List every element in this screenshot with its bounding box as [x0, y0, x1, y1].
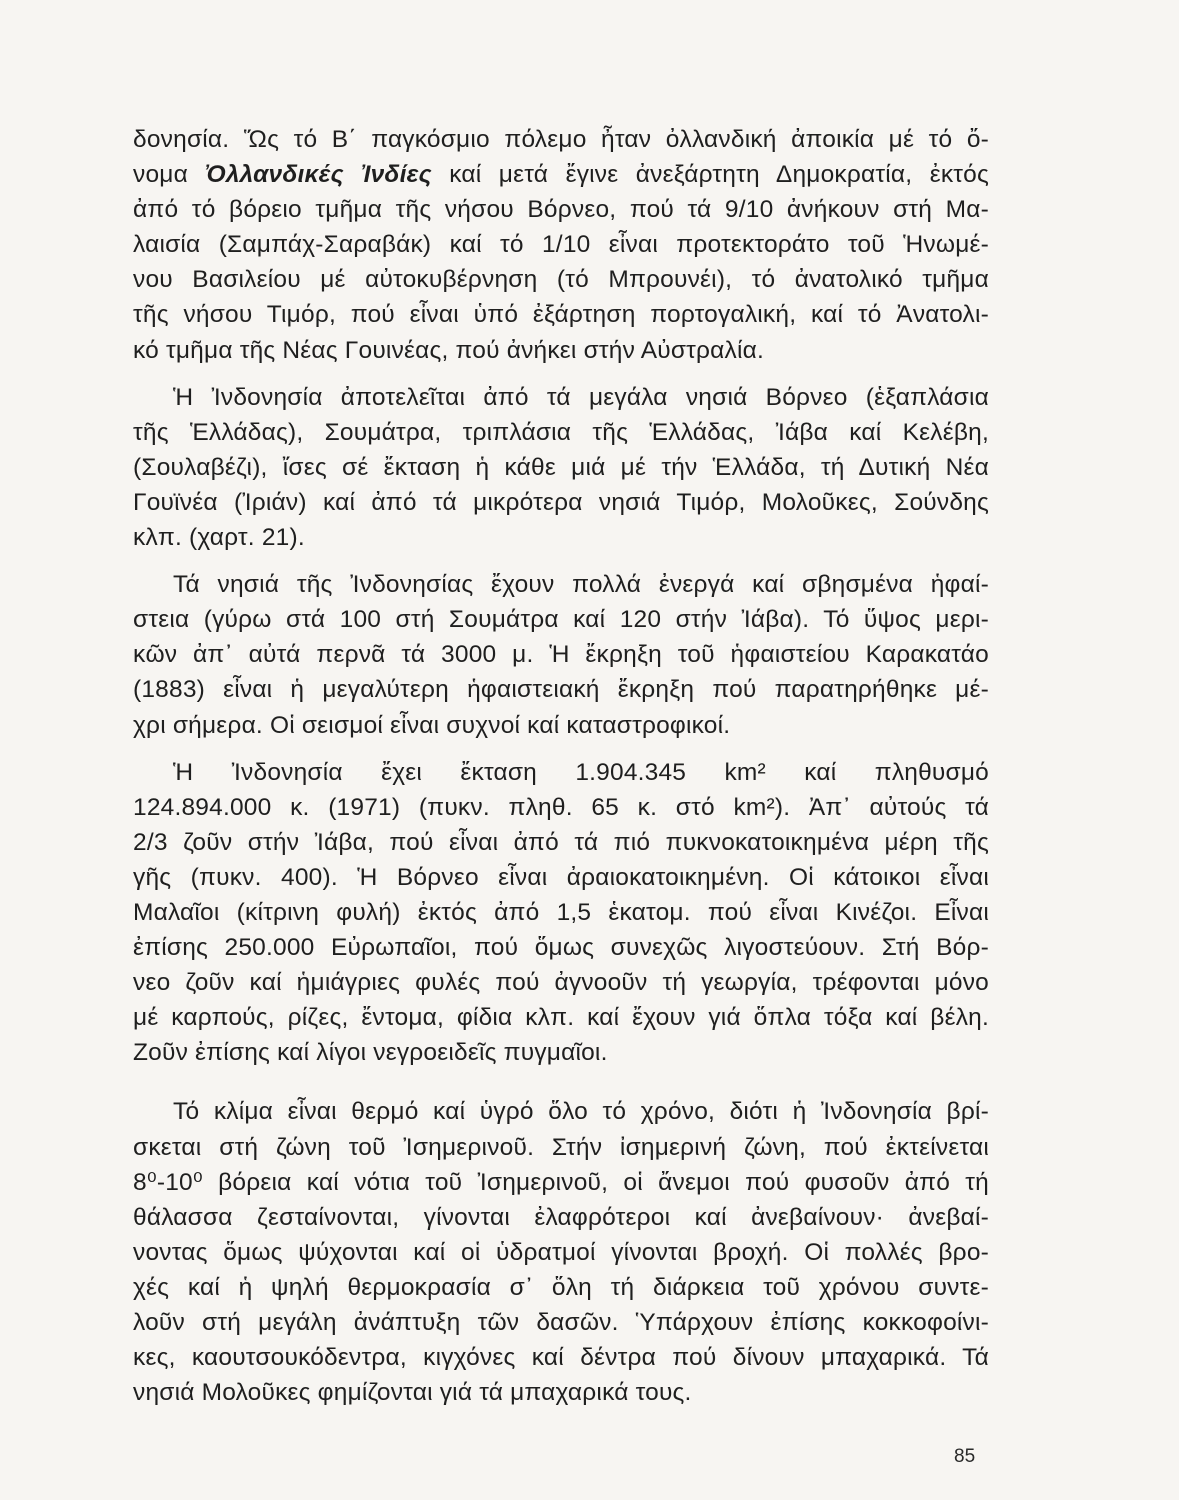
text-line: χές καί ἡ ψηλή θερμοκρασία σ᾿ ὅλη τή διάρκεια τοῦ χρόνου συντε- — [133, 1273, 989, 1301]
text-line: Ζοῦν ἐπίσης καί λίγοι νεγροειδεῖς πυγμαῖοι. — [133, 1039, 608, 1067]
paragraph-gap — [133, 1070, 989, 1094]
text-line: 8⁰-10⁰ βόρεια καί νότια τοῦ Ἰσημερινοῦ, οἱ ἄνεμοι πού φυσοῦν ἀπό τή — [133, 1168, 989, 1196]
text-line: (Σουλαβέζι), ἴσες σέ ἔκταση ἡ κάθε μιά μέ τήν Ἑλλάδα, τή Δυτική Νέα — [133, 453, 989, 481]
paragraph — [133, 755, 989, 1071]
text-line: νησιά Μολοῦκες φημίζονται γιά τά μπαχαρικά τους. — [133, 1379, 692, 1407]
emphasized-term: Ὀλλανδικές Ἰνδίες — [205, 161, 432, 189]
text-line: σκεται στή ζώνη τοῦ Ἰσημερινοῦ. Στήν ἰσημερινή ζώνη, πού ἐκτείνεται — [133, 1133, 989, 1161]
text-line: κες, καουτσουκόδεντρα, κιγχόνες καί δέντρα πού δίνουν μπαχαρικά. Τά — [133, 1344, 989, 1372]
text-line: ἀπό τό βόρειο τμῆμα τῆς νήσου Βόρνεο, πού τά 9/10 ἀνήκουν στή Μα- — [133, 196, 989, 224]
text-line: Μαλαῖοι (κίτρινη φυλή) ἐκτός ἀπό 1,5 ἑκατομ. πού εἶναι Κινέζοι. Εἶναι — [133, 898, 989, 926]
text-line: (1883) εἶναι ἡ μεγαλύτερη ἡφαιστειακή ἔκρηξη πού παρατηρήθηκε μέ- — [133, 676, 989, 704]
paragraph — [133, 567, 989, 742]
text-line: χρι σήμερα. Οἱ σεισμοί εἶναι συχνοί καί καταστροφικοί. — [133, 711, 731, 739]
text-line: κῶν ἀπ᾿ αὐτά περνᾶ τά 3000 μ. Ἡ ἔκρηξη τοῦ ἡφαιστείου Καρακατάο — [133, 641, 989, 669]
text-line: κό τμῆμα τῆς Νέας Γουινέας, πού ἀνήκει στήν Αὐστραλία. — [133, 336, 765, 364]
text-line: Τά νησιά τῆς Ἰνδονησίας ἔχουν πολλά ἐνεργά καί σβησμένα ἡφαί- — [173, 571, 989, 599]
body-text — [133, 122, 989, 1410]
text-line: γῆς (πυκν. 400). Ἡ Βόρνεο εἶναι ἀραιοκατοικημένη. Οἱ κάτοικοι εἶναι — [133, 863, 989, 891]
text-line: Γουϊνέα (Ἰριάν) καί ἀπό τά μικρότερα νησιά Τιμόρ, Μολοῦκες, Σούνδης — [133, 488, 989, 516]
text-line: θάλασσα ζεσταίνονται, γίνονται ἐλαφρότεροι καί ἀνεβαίνουν· ἀνεβαί- — [133, 1203, 989, 1231]
text-line: δονησία. Ὥς τό Β΄ παγκόσμιο πόλεμο ἦταν ὀλλανδική ἀποικία μέ τό ὄ- — [133, 126, 989, 153]
text-line: στεια (γύρω στά 100 στή Σουμάτρα καί 120 στήν Ἰάβα). Τό ὕψος μερι- — [133, 606, 989, 634]
paragraph-gap — [133, 743, 989, 755]
page-number: 85 — [954, 1446, 976, 1467]
text-fragment: νομα — [133, 161, 206, 189]
text-line: ἐπίσης 250.000 Εὐρωπαῖοι, πού ὅμως συνεχῶς λιγοστεύουν. Στή Βόρ- — [133, 934, 989, 962]
text-line: τῆς νήσου Τιμόρ, πού εἶναι ὑπό ἐξάρτηση πορτογαλική, καί τό Ἀνατολι- — [133, 301, 989, 329]
text-line: 2/3 ζοῦν στήν Ἰάβα, πού εἶναι ἀπό τά πιό πυκνοκατοικημένα μέρη τῆς — [133, 828, 989, 856]
paragraph — [133, 1094, 989, 1410]
text-line: κλπ. (χαρτ. 21). — [133, 524, 305, 552]
text-line: τῆς Ἑλλάδας), Σουμάτρα, τριπλάσια τῆς Ἑλλάδας, Ἰάβα καί Κελέβη, — [133, 418, 989, 446]
paragraph — [133, 380, 989, 555]
text-line: νοντας ὅμως ψύχονται καί οἱ ὑδρατμοί γίνονται βροχή. Οἱ πολλές βρο- — [133, 1238, 989, 1266]
text-fragment: καί μετά ἔγινε ἀνεξάρτητη Δημοκρατία, ἐκτός — [431, 161, 990, 189]
text-line: νου Βασιλείου μέ αὐτοκυβέρνηση (τό Μπρουνέι), τό ἀνατολικό τμῆμα — [133, 266, 989, 294]
text-line: λαισία (Σαμπάχ-Σαραβάκ) καί τό 1/10 εἶναι προτεκτοράτο τοῦ Ἡνωμέ- — [133, 231, 989, 259]
text-line: μέ καρπούς, ρίζες, ἔντομα, φίδια κλπ. καί ἔχουν γιά ὅπλα τόξα καί βέλη. — [133, 1004, 989, 1032]
text-line — [133, 157, 989, 192]
text-line: 124.894.000 κ. (1971) (πυκν. πληθ. 65 κ. στό km²). Ἀπ᾿ αὐτούς τά — [133, 793, 989, 821]
text-line: Ἡ Ἰνδονησία ἔχει ἔκταση 1.904.345 km² καί πληθυσμό — [173, 758, 989, 786]
text-line: νεο ζοῦν καί ἡμιάγριες φυλές πού ἀγνοοῦν τή γεωργία, τρέφονται μόνο — [133, 969, 989, 997]
text-line: Τό κλίμα εἶναι θερμό καί ὑγρό ὅλο τό χρόνο, διότι ἡ Ἰνδονησία βρί- — [173, 1098, 989, 1126]
text-line: λοῦν στή μεγάλη ἀνάπτυξη τῶν δασῶν. Ὑπάρχουν ἐπίσης κοκκοφοίνι- — [133, 1309, 989, 1336]
paragraph-gap — [133, 555, 989, 567]
paragraph-gap — [133, 368, 989, 380]
paragraph — [133, 122, 989, 368]
text-line: Ἡ Ἰνδονησία ἀποτελεῖται ἀπό τά μεγάλα νησιά Βόρνεο (ἑξαπλάσια — [173, 383, 989, 411]
